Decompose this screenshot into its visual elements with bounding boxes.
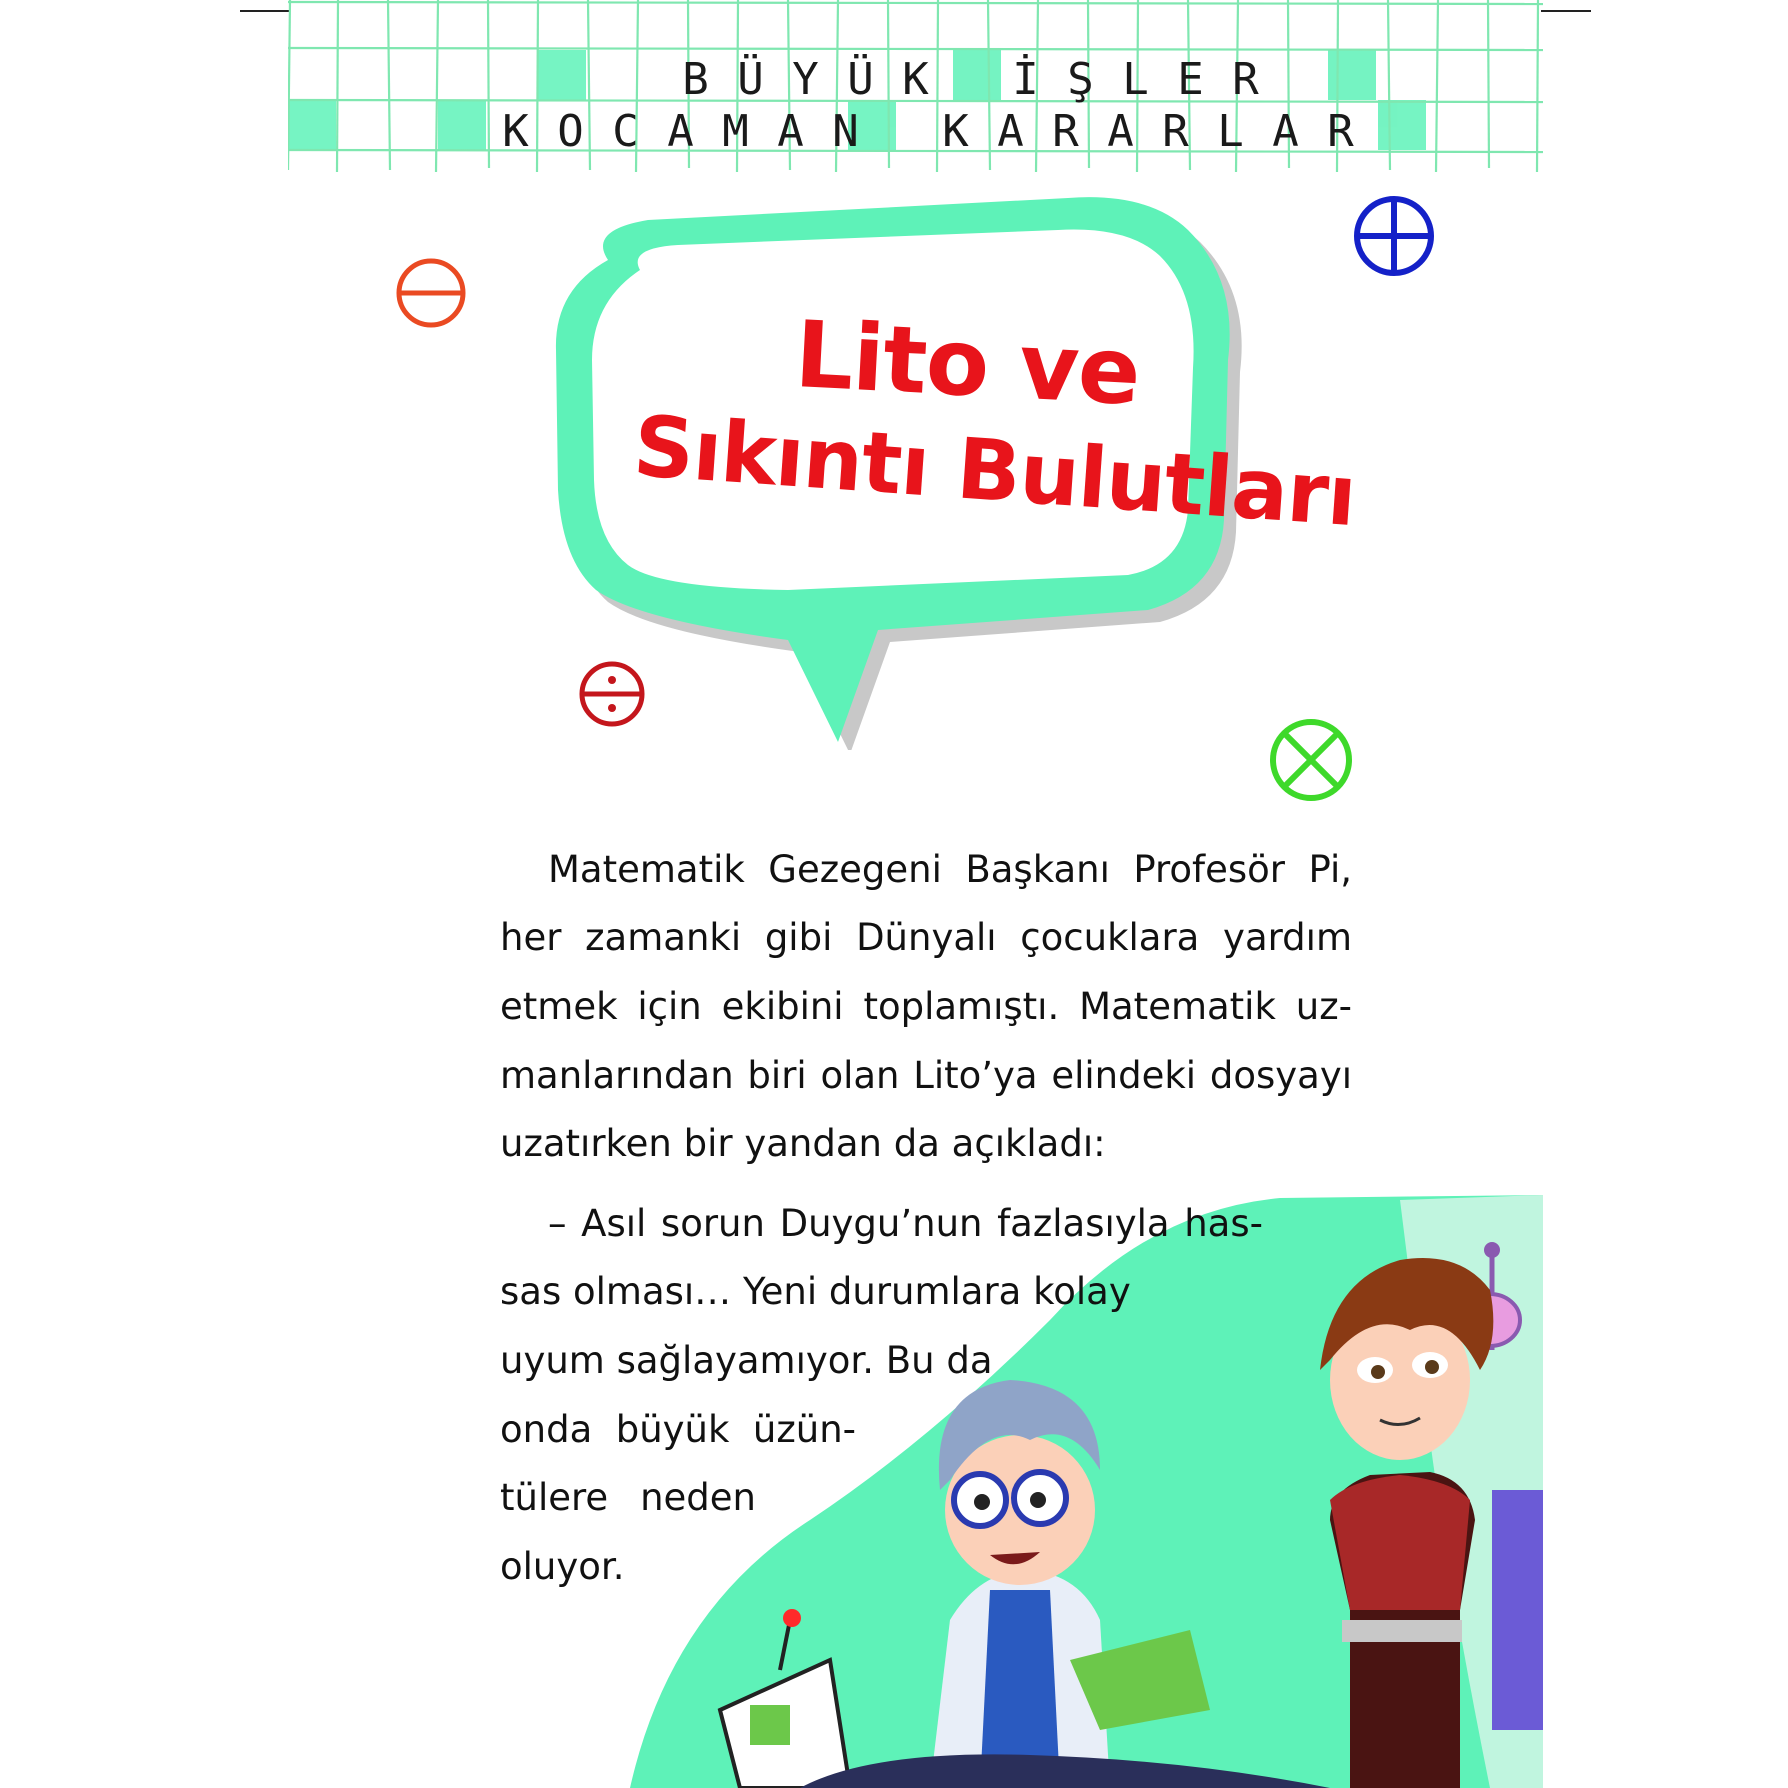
story-line: etmek için ekibini toplamıştı. Matematik uz- [500,985,1352,1028]
header-letter: R [1162,106,1189,157]
header-letter: A [777,106,804,157]
header-letter: K [502,106,529,157]
header-letter: E [1177,54,1204,105]
header-letter: A [997,106,1024,157]
header-letter: L [1122,54,1149,105]
story-line: manlarından biri olan Lito’ya elindeki dosyayı [500,1054,1352,1097]
story-line: oluyor. [500,1545,625,1588]
minus-circle-icon [395,257,467,329]
times-circle-icon [1268,717,1354,803]
header-letter: R [1327,106,1354,157]
header-letter: K [942,106,969,157]
grid-header [288,0,1543,175]
crop-mark-left [240,10,290,12]
header-letter: Ü [847,54,874,105]
header-letter: A [1107,106,1134,157]
header-letter: C [612,106,639,157]
story-line: uzatırken bir yandan da açıkladı: [500,1122,1106,1165]
header-line-kocaman-kararlar [488,106,1368,157]
header-letter: Ü [737,54,764,105]
crop-mark-right [1541,10,1591,12]
title-line-2: Sıkıntı Bulutları [630,396,1359,546]
header-letter: İ [1012,54,1039,105]
header-letter: N [832,106,859,157]
header-letter: Y [792,54,819,105]
header-letter: A [1272,106,1299,157]
story-line: – Asıl sorun Duygu’nun fazlasıyla has- [548,1202,1263,1245]
plus-circle-icon [1353,195,1435,277]
header-letter: R [1052,106,1079,157]
header-letter: O [557,106,584,157]
title-line-1: Lito ve [792,301,1143,426]
story-line: tülere neden [500,1476,756,1519]
header-letter: M [722,106,749,157]
divide-circle-icon [578,660,646,728]
header-letter: B [682,54,709,105]
header-line-buyuk-isler [668,54,1273,105]
header-letter: A [667,106,694,157]
header-letter: Ş [1067,54,1094,105]
header-letter: K [902,54,929,105]
header-letter: R [1232,54,1259,105]
story-line: sas olması… Yeni durumlara kolay [500,1270,1131,1313]
story-line: uyum sağlayamıyor. Bu da [500,1339,993,1382]
story-line: her zamanki gibi Dünyalı çocuklara yardım [500,916,1352,959]
header-letter: L [1217,106,1244,157]
story-line: Matematik Gezegeni Başkanı Profesör Pi, [548,848,1352,891]
story-line: onda büyük üzün- [500,1408,856,1451]
